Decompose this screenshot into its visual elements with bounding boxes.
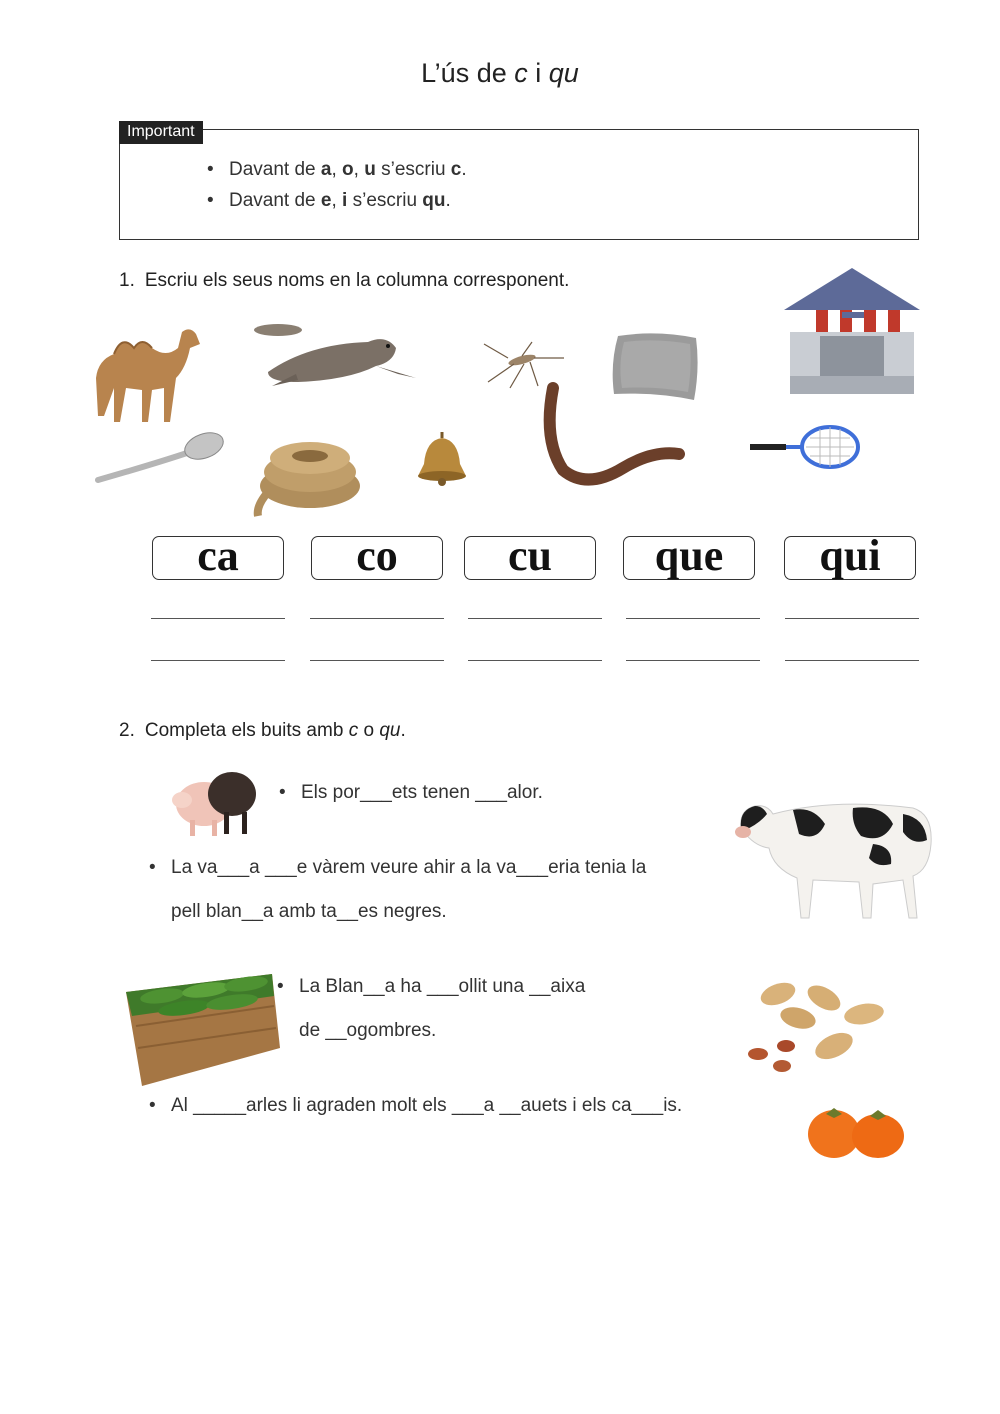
title-i: i bbox=[535, 58, 542, 88]
title-prefix: L’ús de bbox=[421, 58, 507, 88]
answer-line[interactable] bbox=[151, 660, 285, 661]
answer-line[interactable] bbox=[626, 660, 760, 661]
title-qu: qu bbox=[548, 58, 579, 88]
bullet: • bbox=[149, 1095, 156, 1116]
syllable-box-qui: qui bbox=[784, 536, 916, 580]
sentence-text: La Blan__a ha ___ollit una __aixa bbox=[299, 976, 586, 997]
title-c: c bbox=[514, 58, 528, 88]
answer-line[interactable] bbox=[468, 660, 602, 661]
rule-c bbox=[207, 159, 467, 181]
cow-image bbox=[733, 784, 943, 924]
rule-text: Davant de bbox=[229, 190, 321, 211]
vowel-i: i bbox=[342, 190, 348, 211]
bullet: • bbox=[149, 857, 156, 878]
exercise-text: Escriu els seus noms en la columna corresponent. bbox=[144, 270, 570, 291]
page-title bbox=[0, 58, 1000, 89]
answer-line[interactable] bbox=[151, 618, 285, 619]
sentence-text: Al _____arles li agraden molt els ___a __auets i els ca___is. bbox=[171, 1095, 683, 1116]
answer-line[interactable] bbox=[785, 660, 919, 661]
exercise-text: . bbox=[400, 720, 406, 741]
answer-line[interactable] bbox=[626, 618, 760, 619]
vowel-e: e bbox=[320, 190, 332, 211]
answer-line[interactable] bbox=[785, 618, 919, 619]
rule-qu bbox=[207, 190, 451, 212]
important-tag: Important bbox=[119, 121, 203, 144]
answer-line[interactable] bbox=[310, 660, 444, 661]
bullet: • bbox=[279, 782, 286, 803]
cucumbers-crate-image bbox=[122, 966, 284, 1088]
sentence-1 bbox=[279, 782, 543, 804]
answer-line[interactable] bbox=[468, 618, 602, 619]
syllable-box-ca: ca bbox=[152, 536, 284, 580]
persimmons-image bbox=[804, 1104, 908, 1162]
spoon-image bbox=[94, 428, 226, 488]
sentence-3-line-2: de __ogombres. bbox=[299, 1020, 437, 1041]
letter-c: c bbox=[348, 720, 359, 741]
letter-c: c bbox=[450, 159, 462, 180]
exercise-number: 1. bbox=[119, 270, 135, 291]
rule-text: Davant de bbox=[229, 159, 321, 180]
sentence-4 bbox=[149, 1095, 682, 1117]
vowel-a: a bbox=[320, 159, 332, 180]
sentence-2-line-1 bbox=[149, 857, 646, 879]
kiosk-image bbox=[780, 266, 925, 400]
sentence-text: La va___a ___e vàrem veure ahir a la va___eria tenia la bbox=[171, 857, 647, 878]
sentence-2-line-2: pell blan__a amb ta__es negres. bbox=[171, 901, 447, 922]
letter-qu: qu bbox=[422, 190, 446, 211]
sentence-text: Els por___ets tenen ___alor. bbox=[301, 782, 543, 803]
syllable-box-que: que bbox=[623, 536, 755, 580]
rule-text: s’escriu bbox=[375, 159, 451, 180]
bell-image bbox=[412, 430, 472, 488]
exercise-text: o bbox=[358, 720, 380, 741]
rule-end: . bbox=[445, 190, 451, 211]
exercise-1-instruction bbox=[119, 270, 569, 292]
sentence-3-line-1 bbox=[277, 976, 585, 998]
exercise-2-instruction bbox=[119, 720, 406, 742]
sep: , bbox=[331, 159, 343, 180]
exercise-number: 2. bbox=[119, 720, 135, 741]
sep: , bbox=[353, 159, 365, 180]
rule-text: s’escriu bbox=[347, 190, 423, 211]
sep: , bbox=[331, 190, 343, 211]
bullet: • bbox=[277, 976, 284, 997]
seal-image bbox=[248, 314, 428, 392]
vowel-u: u bbox=[364, 159, 376, 180]
answer-line[interactable] bbox=[310, 618, 444, 619]
tennis-racket-image bbox=[748, 424, 862, 474]
important-box bbox=[119, 129, 919, 240]
camel-image bbox=[86, 318, 211, 428]
rule-bullet: • bbox=[207, 159, 214, 180]
syllable-box-co: co bbox=[311, 536, 443, 580]
letter-qu: qu bbox=[379, 720, 401, 741]
peanuts-image bbox=[738, 974, 888, 1074]
rope-image bbox=[250, 430, 364, 518]
syllable-box-cu: cu bbox=[464, 536, 596, 580]
rule-bullet: • bbox=[207, 190, 214, 211]
pigs-image bbox=[168, 758, 262, 840]
vowel-o: o bbox=[342, 159, 354, 180]
rule-end: . bbox=[461, 159, 467, 180]
exercise-text: Completa els buits amb bbox=[144, 720, 349, 741]
worm-image bbox=[543, 380, 685, 488]
